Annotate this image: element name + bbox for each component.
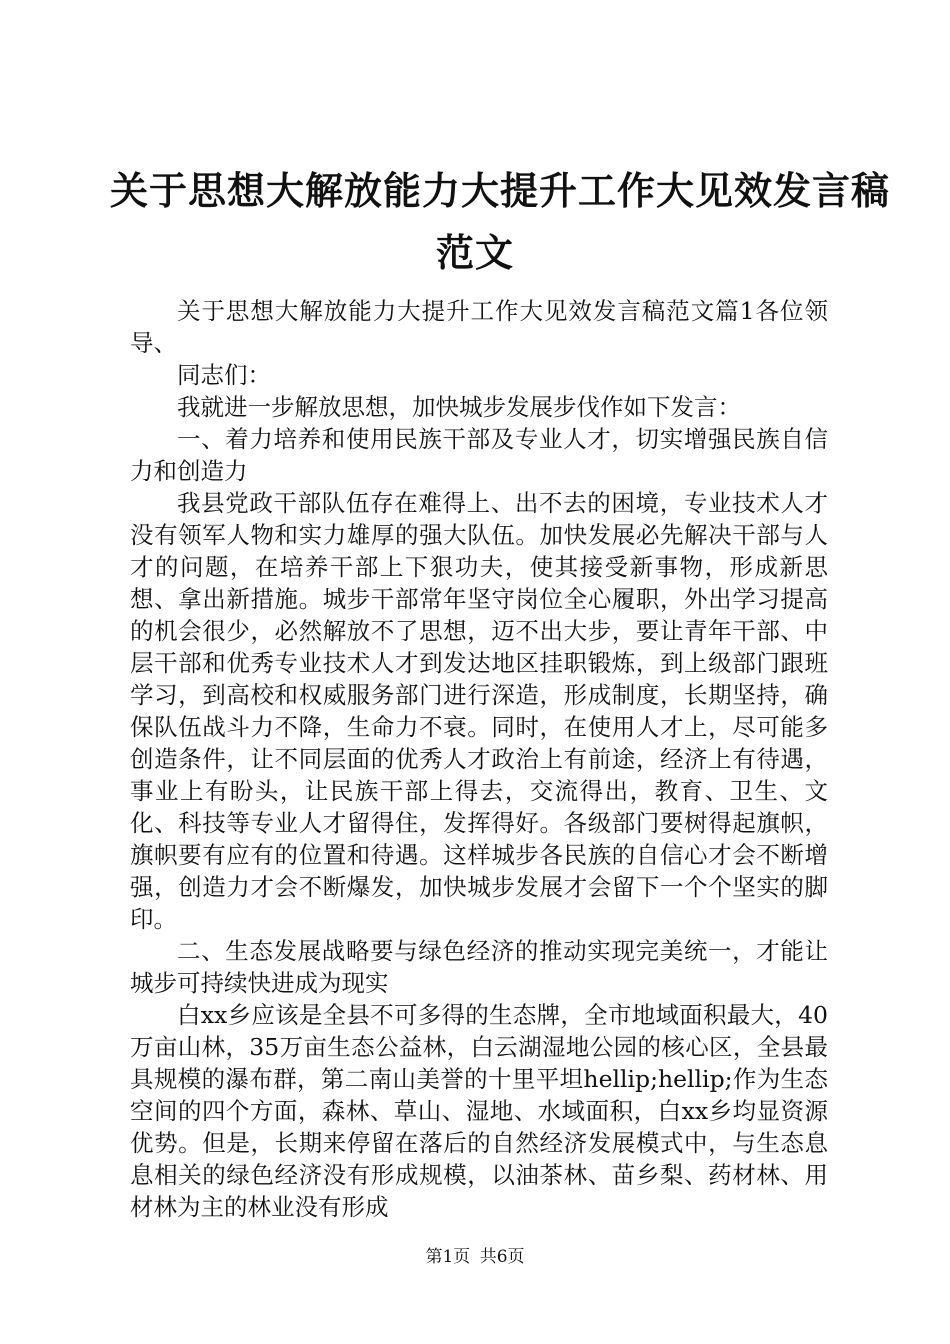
paragraph-opening: 我就进一步解放思想，加快城步发展步伐作如下发言： — [177, 393, 741, 421]
document-body — [130, 295, 828, 1223]
page-number: 第1页 — [425, 1247, 471, 1267]
document-title-line1: 关于思想大解放能力大提升工作大见效发言稿 — [110, 169, 891, 213]
paragraph-section-2: 白xx乡应该是全县不可多得的生态牌，全市地域面积最大，40万亩山林，35万亩生态公益林，白云湖湿地公园的核心区，全县最具规模的瀑布群，第二南山美誉的十里平坦hellip;hellip;作为生态空间的四个方面，森林、草山、湿地、水域面积，白xx乡均显资源优势。但是，长期来停留在落后的自然经济发展模式中，与生态息息相关的绿色经济没有形成规模，以油茶林、苗乡梨、药材林、用材林为主的林业没有形成 — [130, 1001, 828, 1221]
section-heading-1: 一、着力培养和使用民族干部及专业人才，切实增强民族自信力和创造力 — [130, 425, 828, 485]
page-footer — [0, 1242, 950, 1267]
page-total: 共6页 — [479, 1247, 525, 1267]
paragraph-salutation: 同志们： — [177, 361, 271, 389]
paragraph-section-1: 我县党政干部队伍存在难得上、出不去的困境，专业技术人才没有领军人物和实力雄厚的强大队伍。加快发展必先解决干部与人才的问题，在培养干部上下狠功夫，使其接受新事物，形成新思想、拿出新措施。城步干部常年坚守岗位全心履职，外出学习提高的机会很少，必然解放不了思想，迈不出大步，要让青年干部、中层干部和优秀专业技术人才到发达地区挂职锻炼，到上级部门跟班学习，到高校和权威服务部门进行深造，形成制度，长期坚持，确保队伍战斗力不降，生命力不衰。同时，在使用人才上，尽可能多创造条件，让不同层面的优秀人才政治上有前途，经济上有待遇，事业上有盼头，让民族干部上得去，交流得出，教育、卫生、文化、科技等专业人才留得住，发挥得好。各级部门要树得起旗帜，旗帜要有应有的位置和待遇。这样城步各民族的自信心才会不断增强，创造力才会不断爆发，加快城步发展才会留下一个个坚实的脚印。 — [130, 489, 828, 933]
section-heading-2: 二、生态发展战略要与绿色经济的推动实现完美统一，才能让城步可持续快进成为现实 — [130, 937, 828, 997]
paragraph-intro: 关于思想大解放能力大提升工作大见效发言稿范文篇1各位领导、 — [130, 297, 828, 357]
document-title-line2: 范文 — [435, 231, 514, 275]
